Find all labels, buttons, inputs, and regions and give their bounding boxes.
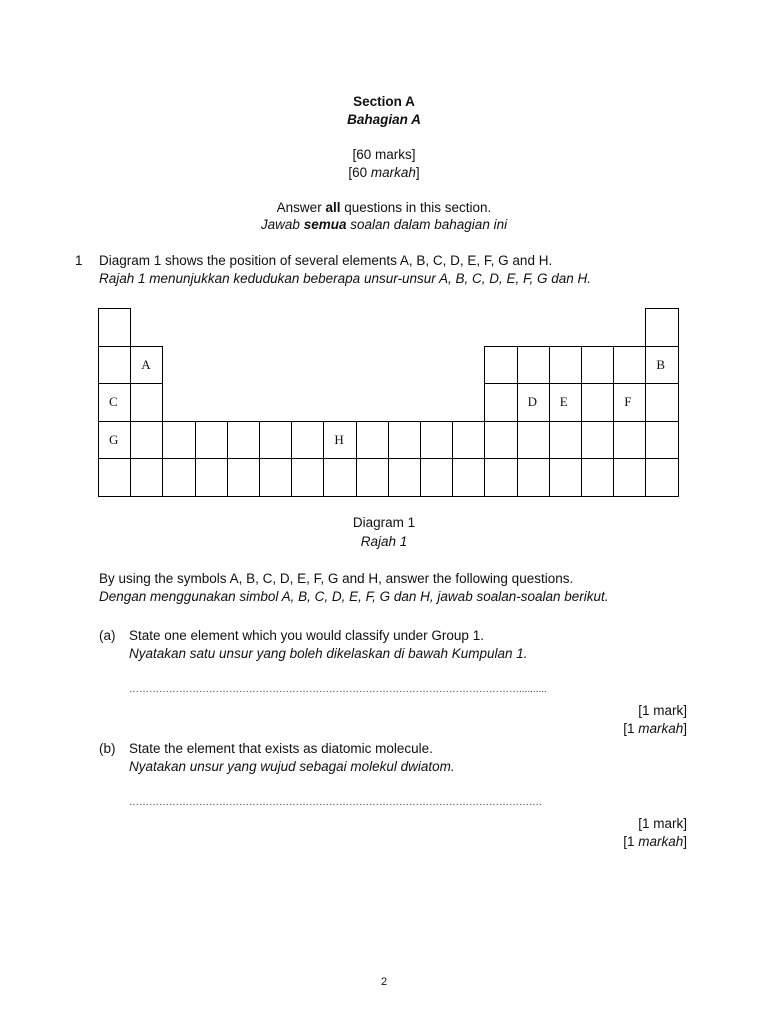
- part-b-question: State the element that exists as diatomic molecule.: [129, 741, 433, 756]
- part-b-answer-line[interactable]: …………………………………………………………………………………………………………….: [129, 797, 542, 808]
- table-cell: [613, 458, 646, 497]
- table-cell: [549, 346, 582, 385]
- question-intro-ms: Rajah 1 menunjukkan kedudukan beberapa unsur-unsur A, B, C, D, E, F, G dan H.: [99, 271, 592, 286]
- table-cell: [581, 383, 614, 422]
- element-symbol: G: [109, 431, 119, 447]
- part-b-label: (b): [99, 741, 116, 756]
- table-cell: [98, 458, 131, 497]
- element-symbol: E: [559, 394, 568, 409]
- element-symbol: F: [624, 394, 632, 409]
- element-symbol: D: [527, 394, 537, 409]
- element-symbol: H: [334, 431, 344, 447]
- section-title: Section A: [353, 94, 415, 109]
- table-cell: [581, 421, 614, 460]
- table-cell: [581, 458, 614, 497]
- table-cell: [98, 308, 131, 347]
- table-cell: [356, 458, 389, 497]
- table-cell: [613, 421, 646, 460]
- table-cell: [323, 421, 356, 460]
- element-symbol: C: [109, 394, 118, 409]
- answer-instruction: Answer all questions in this section.: [276, 200, 492, 215]
- total-marks: [60 marks]: [352, 147, 416, 162]
- table-cell: [98, 346, 131, 385]
- table-cell: [291, 421, 324, 460]
- table-cell: [645, 383, 678, 422]
- part-a-question-ms: Nyatakan satu unsur yang boleh dikelaskan di bawah Kumpulan 1.: [129, 646, 528, 661]
- table-cell: [195, 458, 228, 497]
- part-a-mark: [1 mark]: [638, 703, 687, 718]
- table-cell: [484, 346, 517, 385]
- table-cell: [484, 458, 517, 497]
- table-cell: [195, 421, 228, 460]
- part-a-label: (a): [99, 628, 116, 643]
- table-cell: [645, 346, 678, 385]
- question-instruction: By using the symbols A, B, C, D, E, F, G and H, answer the following questions.: [99, 571, 574, 586]
- table-cell: [613, 383, 646, 422]
- question-instruction-ms: Dengan menggunakan simbol A, B, C, D, E, F, G dan H, jawab soalan-soalan berikut.: [99, 589, 609, 604]
- table-cell: [517, 458, 550, 497]
- table-cell: [645, 421, 678, 460]
- part-b-mark: [1 mark]: [638, 816, 687, 831]
- table-cell: [130, 383, 163, 422]
- table-cell: [549, 383, 582, 422]
- table-cell: [517, 346, 550, 385]
- table-cell: [227, 421, 260, 460]
- table-cell: [420, 421, 453, 460]
- table-cell: [259, 421, 292, 460]
- answer-instruction-ms: Jawab semua soalan dalam bahagian ini: [260, 217, 508, 232]
- table-cell: [323, 458, 356, 497]
- part-a-question: State one element which you would classify under Group 1.: [129, 628, 484, 643]
- table-cell: [517, 421, 550, 460]
- table-cell: [162, 421, 195, 460]
- total-marks-ms: [60 markah]: [348, 165, 420, 180]
- table-cell: [645, 308, 678, 347]
- table-cell: [549, 458, 582, 497]
- part-b-question-ms: Nyatakan unsur yang wujud sebagai molekul dwiatom.: [129, 759, 455, 774]
- question-number: 1: [75, 253, 83, 268]
- table-cell: [484, 383, 517, 422]
- diagram-caption-ms: Rajah 1: [360, 534, 408, 549]
- table-cell: [130, 458, 163, 497]
- part-a-mark-ms: [1 markah]: [623, 721, 687, 736]
- table-cell: [259, 458, 292, 497]
- part-b-mark-ms: [1 markah]: [623, 834, 687, 849]
- table-cell: [162, 458, 195, 497]
- section-title-ms: Bahagian A: [347, 112, 421, 127]
- table-cell: [388, 458, 421, 497]
- table-cell: [452, 458, 485, 497]
- table-cell: [484, 421, 517, 460]
- table-cell: [549, 421, 582, 460]
- part-a-answer-line[interactable]: ………………………………………………………………………………………………………..........: [129, 684, 547, 695]
- table-cell: [645, 458, 678, 497]
- table-cell: [581, 346, 614, 385]
- table-cell: [98, 421, 131, 460]
- table-cell: [452, 421, 485, 460]
- table-cell: [356, 421, 389, 460]
- table-cell: [420, 458, 453, 497]
- table-cell: [291, 458, 324, 497]
- table-cell: [130, 346, 163, 385]
- table-cell: [98, 383, 131, 422]
- element-symbol: A: [141, 356, 151, 372]
- table-cell: [130, 421, 163, 460]
- table-cell: [613, 346, 646, 385]
- diagram-caption: Diagram 1: [352, 515, 416, 530]
- element-symbol: B: [656, 356, 666, 372]
- table-cell: [517, 383, 550, 422]
- table-cell: [227, 458, 260, 497]
- page-number: 2: [380, 976, 388, 988]
- question-intro: Diagram 1 shows the position of several elements A, B, C, D, E, F, G and H.: [99, 253, 553, 268]
- table-cell: [388, 421, 421, 460]
